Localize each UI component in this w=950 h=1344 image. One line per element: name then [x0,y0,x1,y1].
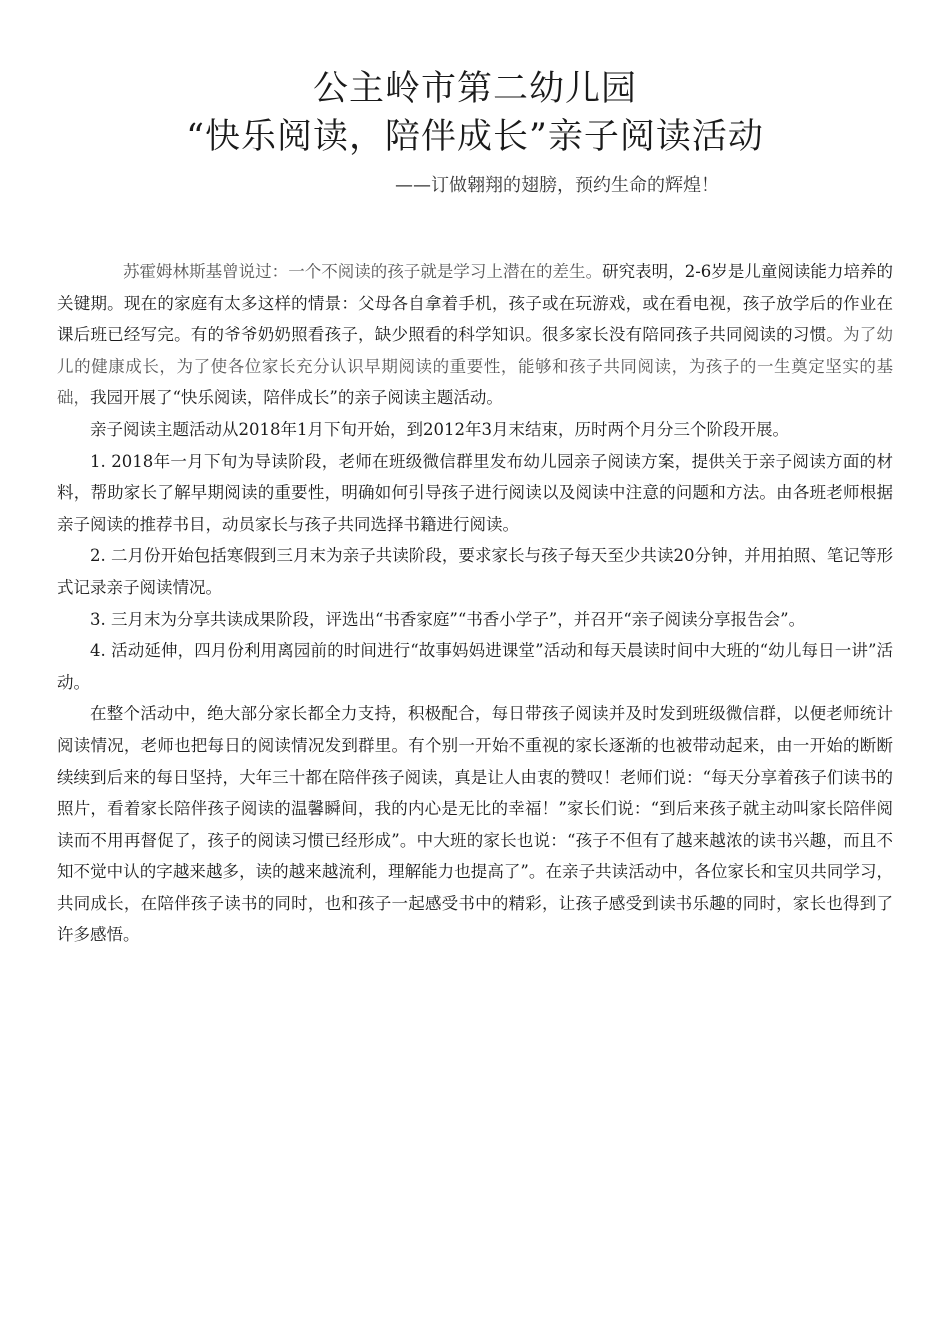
paragraph-stage-1: 1. 2018年一月下旬为导读阶段，老师在班级微信群里发布幼儿园亲子阅读方案，提供关于亲子阅读方面的材料，帮助家长了解早期阅读的重要性，明确如何引导孩子进行阅读以及阅读中注意的问题和方法。由各班老师根据亲子阅读的推荐书目，动员家长与孩子共同选择书籍进行阅读。 [57,451,893,534]
document-title-activity: “快乐阅读，陪伴成长”亲子阅读活动 [186,117,764,157]
intro-purpose: 为了幼儿的健康成长，为了使各位家长充分认识早期阅读的重要性，能够和孩子共同阅读，为孩子的一生奠定坚实的基础， [57,325,894,408]
paragraph-stage-2: 2. 二月份开始包括寒假到三月末为亲子共读阶段，要求家长与孩子每天至少共读20分钟，并用拍照、笔记等形式记录亲子阅读情况。 [57,546,893,597]
paragraph-stage-3: 3. 三月末为分享共读成果阶段，评选出“书香家庭”“书香小学子”，并召开“亲子阅读分享报告会”。 [90,609,806,629]
intro-research: 研究表明，2-6岁是儿童阅读能力培养的关键期。现在的家庭有太多这样的情景：父母各自拿着手机，孩子或在玩游戏，或在看电视，孩子放学后的作业在课后班已经写完。有的爷爷奶奶照看孩子，缺少照看的科学知识。很多家长没有陪同孩子共同阅读的习惯。 [57,262,894,345]
document-title-school: 公主岭市第二幼儿园 [312,69,637,109]
paragraph-stage-4: 4. 活动延伸，四月份利用离园前的时间进行“故事妈妈进课堂”活动和每天晨读时间中大班的“幼儿每日一讲”活动。 [57,641,893,692]
intro-activity: 我园开展了“快乐阅读，陪伴成长”的亲子阅读主题活动。 [90,388,503,408]
document-subtitle: ——订做翱翔的翅膀，预约生命的辉煌！ [395,175,719,196]
paragraph-summary: 在整个活动中，绝大部分家长都全力支持，积极配合，每日带孩子阅读并及时发到班级微信群，以便老师统计阅读情况，老师也把每日的阅读情况发到群里。有个别一开始不重视的家长逐渐的也被带动起来，由一开始的断断续续到后来的每日坚持，大年三十都在陪伴孩子阅读，真是让人由衷的赞叹！老师们说：“每天分享着孩子们读书的照片，看着家长陪伴孩子阅读的温馨瞬间，我的内心是无比的幸福！”家长们说：“到后来孩子就主动叫家长陪伴阅读而不用再督促了，孩子的阅读习惯已经形成”。中大班的家长也说：“孩子不但有了越来越浓的读书兴趣，而且不知不觉中认的字越来越多，读的越来越流利，理解能力也提高了”。在亲子共读活动中，各位家长和宝贝共同学习，共同成长，在陪伴孩子读书的同时，也和孩子一起感受书中的精彩，让孩子感受到读书乐趣的同时，家长也得到了许多感悟。 [57,704,893,945]
paragraph-intro [57,256,893,414]
paragraph-overview: 亲子阅读主题活动从2018年1月下旬开始，到2012年3月末结束，历时两个月分三个阶段开展。 [90,419,789,439]
intro-quote: 苏霍姆林斯基曾说过：一个不阅读的孩子就是学习上潜在的差生。 [123,262,603,281]
document-body [57,256,893,951]
